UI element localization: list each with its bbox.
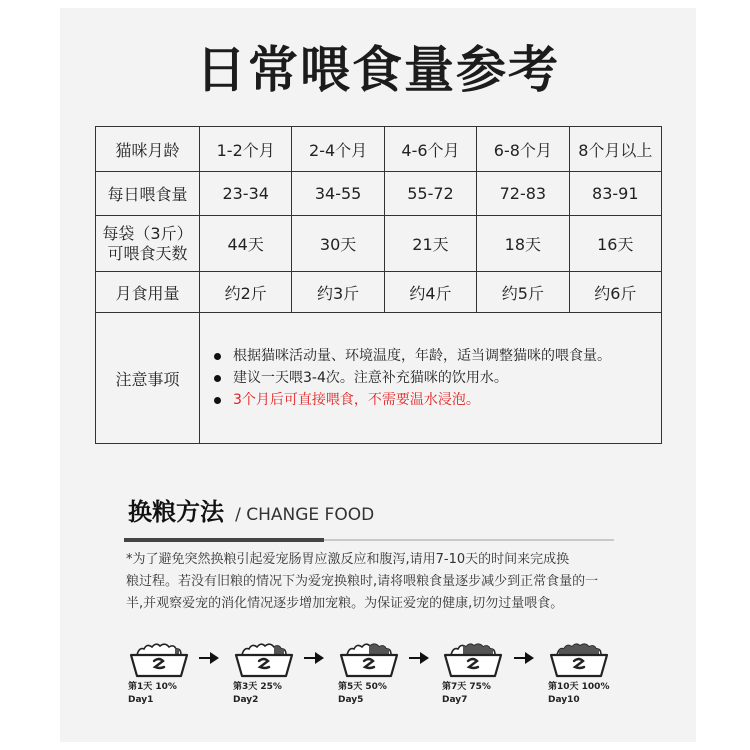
section-divider-light [324, 539, 614, 541]
food-bowl-icon [128, 638, 190, 680]
row-header: 注意事项 [96, 313, 200, 444]
note-item [214, 367, 661, 389]
note-item [214, 345, 661, 367]
table-cell: 约2斤 [200, 272, 292, 313]
row-header-line: 每袋（3斤） [102, 223, 193, 243]
step-label: 第10天 100% [548, 682, 610, 692]
table-cell: 44天 [200, 216, 292, 272]
table-cell: 约3斤 [292, 272, 384, 313]
step-day5 [338, 638, 408, 706]
step-day2 [233, 638, 303, 706]
right-arrow-icon [513, 651, 535, 665]
table-cell: 2-4个月 [292, 127, 384, 172]
table-row [96, 313, 662, 444]
note-text: 3个月后可直接喂食，不需要温水浸泡。 [233, 392, 480, 408]
table-cell: 1-2个月 [200, 127, 292, 172]
table-cell: 55-72 [384, 172, 476, 216]
old-food-pile [137, 644, 181, 655]
step-day7 [442, 638, 512, 706]
notes-cell [200, 313, 662, 444]
table-row [96, 216, 662, 272]
step-day10 [548, 638, 618, 706]
table-row [96, 272, 662, 313]
step-label: 第5天 50% [338, 682, 387, 692]
table-cell: 72-83 [477, 172, 569, 216]
right-arrow-icon [198, 651, 220, 665]
step-day: Day10 [548, 695, 580, 705]
table-cell: 30天 [292, 216, 384, 272]
step-label: 第1天 10% [128, 682, 177, 692]
text-line: 粮过程。若没有旧粮的情况下为爱宠换粮时,请将喂粮食量逐步减少到正常食量的一 [126, 574, 599, 589]
row-header: 猫咪月龄 [96, 127, 200, 172]
row-header: 每日喂食量 [96, 172, 200, 216]
note-text: 根据猫咪活动量、环境温度，年龄，适当调整猫咪的喂食量。 [233, 348, 611, 364]
table-cell: 约4斤 [384, 272, 476, 313]
bullet-dot [214, 397, 221, 404]
text-line: 半,并观察爱宠的消化情况逐步增加宠粮。为保证爱宠的健康,切勿过量喂食。 [126, 596, 564, 611]
feeding-table [95, 126, 662, 444]
table-cell: 8个月以上 [569, 127, 661, 172]
step-day: Day7 [442, 695, 468, 705]
change-food-text [126, 549, 626, 615]
row-header [96, 216, 200, 272]
food-transition-steps [120, 638, 680, 718]
bullet-dot [214, 375, 221, 382]
table-row [96, 172, 662, 216]
note-text: 建议一天喂3-4次。注意补充猫咪的饮用水。 [233, 370, 508, 386]
step-day1 [128, 638, 198, 706]
step-label: 第3天 25% [233, 682, 282, 692]
step-day: Day1 [128, 695, 154, 705]
page-title: 日常喂食量参考 [196, 41, 560, 99]
table-cell: 34-55 [292, 172, 384, 216]
section-title-en: / CHANGE FOOD [235, 505, 375, 525]
food-bowl-icon [548, 638, 610, 680]
table-cell: 83-91 [569, 172, 661, 216]
food-bowl-icon [338, 638, 400, 680]
bullet-dot [214, 353, 221, 360]
section-title [128, 492, 374, 532]
food-bowl-icon [442, 638, 504, 680]
food-bowl-icon [233, 638, 295, 680]
right-arrow-icon [303, 651, 325, 665]
section-title-cn: 换粮方法 [128, 498, 224, 526]
note-item-warning [214, 389, 661, 411]
step-label: 第7天 75% [442, 682, 491, 692]
table-cell: 6-8个月 [477, 127, 569, 172]
page-card [60, 8, 696, 742]
table-cell: 18天 [477, 216, 569, 272]
row-header: 月食用量 [96, 272, 200, 313]
row-header-line: 可喂食天数 [107, 243, 188, 263]
table-cell: 16天 [569, 216, 661, 272]
right-arrow-icon [408, 651, 430, 665]
step-day: Day5 [338, 695, 364, 705]
table-cell: 约5斤 [477, 272, 569, 313]
table-cell: 约6斤 [569, 272, 661, 313]
table-cell: 23-34 [200, 172, 292, 216]
table-row [96, 127, 662, 172]
section-divider [124, 538, 324, 542]
step-day: Day2 [233, 695, 259, 705]
table-cell: 21天 [384, 216, 476, 272]
text-line: *为了避免突然换粮引起爱宠肠胃应激反应和腹泻,请用7-10天的时间来完成换 [126, 552, 570, 567]
table-cell: 4-6个月 [384, 127, 476, 172]
